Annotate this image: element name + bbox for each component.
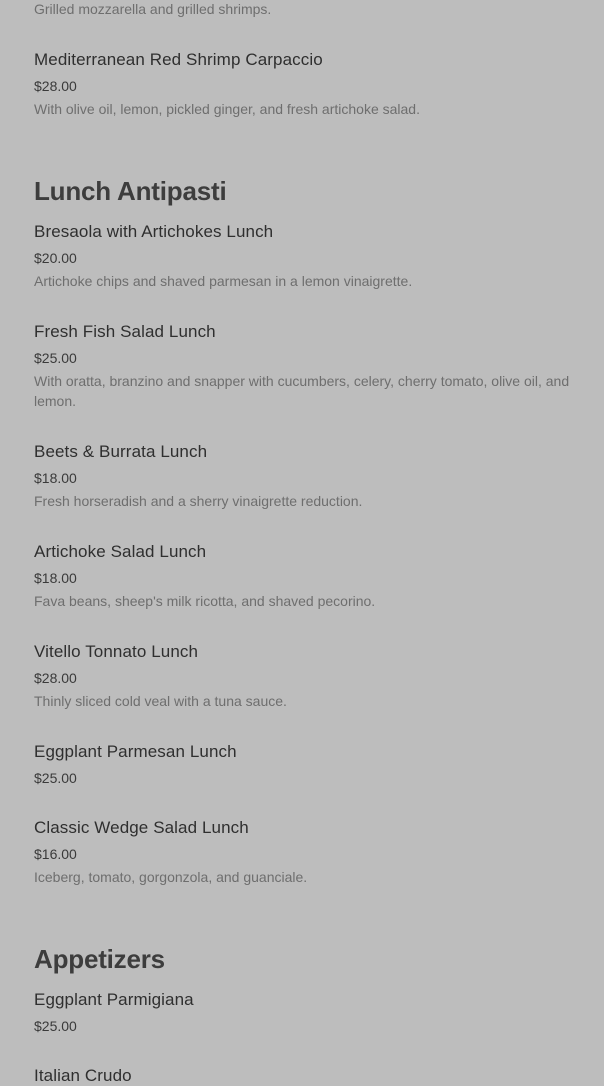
item-name[interactable]: Italian Crudo [34, 1066, 132, 1085]
item-description: With oratta, branzino and snapper with cucumbers, celery, cherry tomato, olive oil, and lemon. [34, 373, 570, 409]
item-price: $25.00 [34, 350, 77, 366]
section-title-lunch-antipasti: Lunch Antipasti [34, 176, 227, 206]
item-name[interactable]: Eggplant Parmigiana [34, 990, 194, 1009]
item-name[interactable]: Beets & Burrata Lunch [34, 442, 208, 461]
item-name[interactable]: Vitello Tonnato Lunch [34, 642, 199, 661]
item-description: Artichoke chips and shaved parmesan in a lemon vinaigrette. [34, 273, 413, 289]
item-name[interactable]: Mediterranean Red Shrimp Carpaccio [34, 50, 323, 69]
item-name[interactable]: Bresaola with Artichokes Lunch [34, 222, 274, 241]
item-description: Iceberg, tomato, gorgonzola, and guanciale. [34, 869, 308, 885]
item-name[interactable]: Eggplant Parmesan Lunch [34, 742, 237, 761]
item-price: $28.00 [34, 78, 77, 94]
item-price: $28.00 [34, 670, 77, 686]
item-price: $25.00 [34, 1018, 77, 1034]
item-price: $20.00 [34, 250, 77, 266]
item-name[interactable]: Artichoke Salad Lunch [34, 542, 207, 561]
item-description: Thinly sliced cold veal with a tuna sauce. [34, 693, 287, 709]
item-description: Fresh horseradish and a sherry vinaigrette reduction. [34, 493, 363, 509]
item-price: $16.00 [34, 846, 77, 862]
item-description: Fava beans, sheep's milk ricotta, and shaved pecorino. [34, 593, 376, 609]
item-price: $18.00 [34, 470, 77, 486]
item-description: With olive oil, lemon, pickled ginger, and fresh artichoke salad. [34, 101, 420, 117]
item-description: Grilled mozzarella and grilled shrimps. [34, 1, 272, 17]
item-name[interactable]: Classic Wedge Salad Lunch [34, 818, 249, 837]
section-title-appetizers: Appetizers [34, 944, 165, 974]
item-price: $25.00 [34, 770, 77, 786]
item-price: $18.00 [34, 570, 77, 586]
item-name[interactable]: Fresh Fish Salad Lunch [34, 322, 216, 341]
